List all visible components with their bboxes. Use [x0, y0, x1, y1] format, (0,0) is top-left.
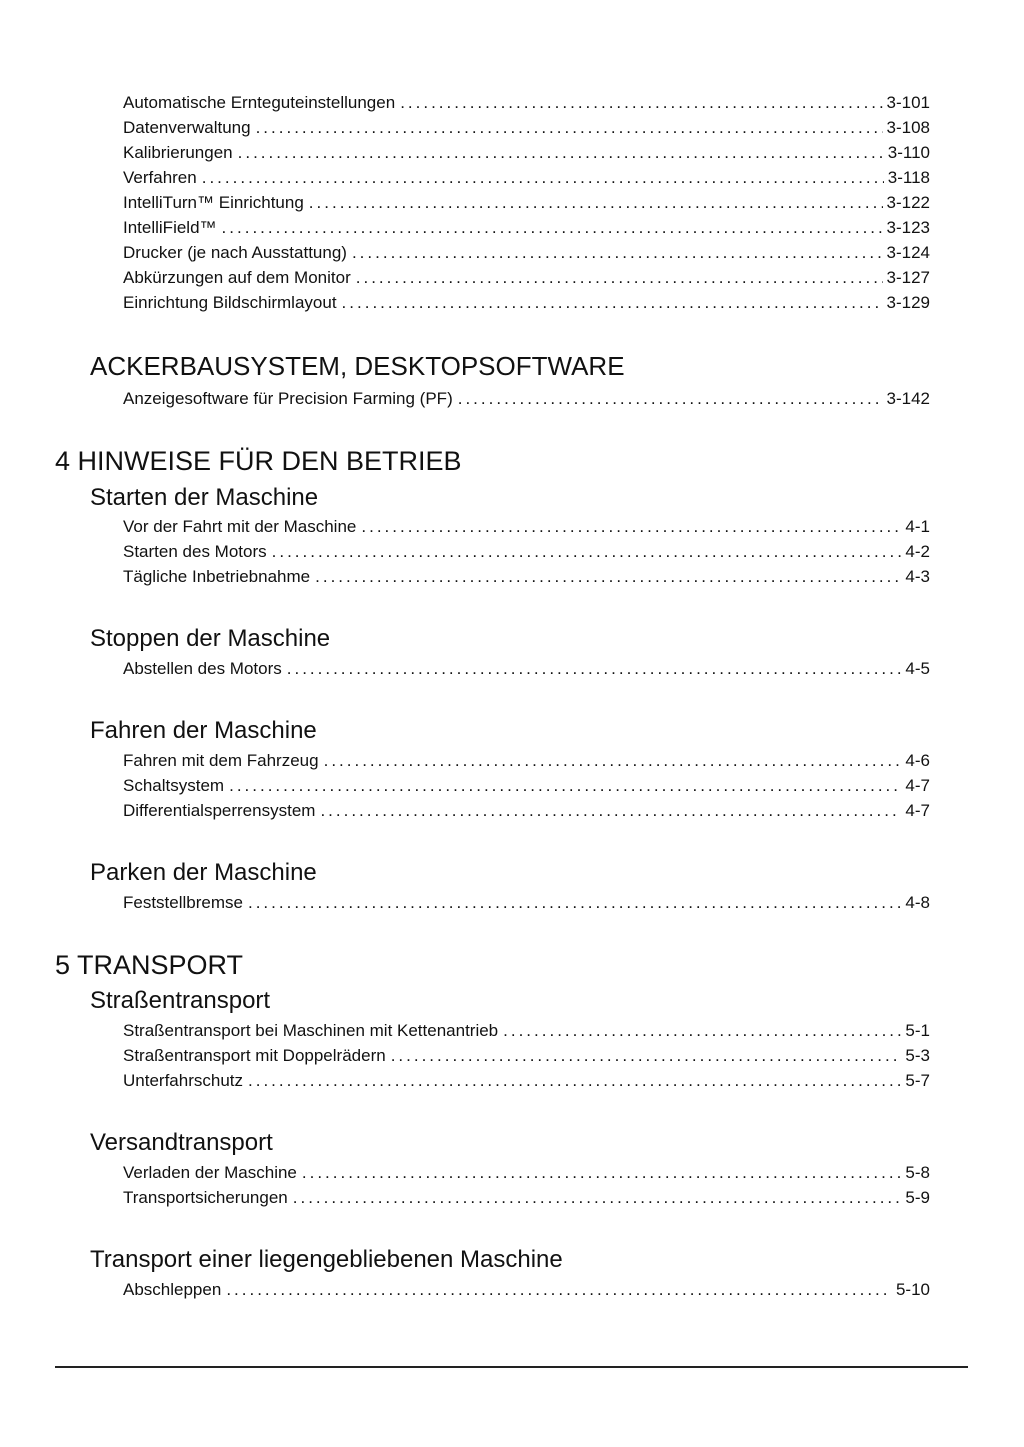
dot-leader — [309, 190, 883, 215]
toc-entry — [123, 240, 930, 265]
toc-entry — [123, 748, 930, 773]
toc-entry-page: 5-1 — [905, 1020, 930, 1040]
toc-entry-label: Abkürzungen auf dem Monitor — [123, 268, 351, 287]
toc-entry-label: Verfahren — [123, 168, 197, 187]
dot-leader — [458, 386, 883, 411]
toc-entry-page: 5-8 — [905, 1162, 930, 1182]
toc-entry-label: Kalibrierungen — [123, 143, 233, 162]
toc-entry-page: 5-9 — [905, 1187, 930, 1207]
toc-entry-label: Drucker (je nach Ausstattung) — [123, 243, 347, 262]
toc-entry-page: 5-7 — [905, 1070, 930, 1090]
dot-leader — [503, 1018, 901, 1043]
dot-leader — [293, 1185, 902, 1210]
toc-entry-label: Verladen der Maschine — [123, 1162, 297, 1182]
toc-entry-page: 3-108 — [886, 118, 930, 137]
toc-entry — [123, 1068, 930, 1093]
toc-entry-page: 4-8 — [905, 892, 930, 912]
dot-leader — [352, 240, 883, 265]
toc-entry — [123, 798, 930, 823]
toc-entry — [123, 215, 930, 240]
toc-entry-label: IntelliTurn™ Einrichtung — [123, 193, 304, 212]
toc-entry — [123, 115, 930, 140]
dot-leader — [324, 748, 902, 773]
toc-entry-page: 3-127 — [886, 268, 930, 287]
toc-entry-page: 3-142 — [886, 389, 930, 409]
toc-entry-label: IntelliField™ — [123, 218, 217, 237]
dot-leader — [361, 514, 901, 539]
toc-entry-page: 5-10 — [895, 1279, 930, 1299]
toc-entry-page: 4-5 — [905, 659, 930, 679]
toc-entry-page: 5-3 — [905, 1045, 930, 1065]
dot-leader — [222, 215, 883, 240]
toc-entry — [123, 564, 930, 589]
toc-entry-label: Einrichtung Bildschirmlayout — [123, 293, 337, 312]
toc-entry-label: Differentialsperrensystem — [123, 800, 316, 820]
toc-entry-page: 4-3 — [905, 567, 930, 587]
toc-entry-label: Abschleppen — [123, 1279, 222, 1299]
toc-entry-page: 4-1 — [905, 517, 930, 537]
toc-entry-page: 3-101 — [886, 93, 930, 112]
toc-entry-label: Tägliche Inbetriebnahme — [123, 567, 311, 587]
dot-leader — [229, 773, 901, 798]
dot-leader — [202, 165, 884, 190]
toc-entry — [123, 656, 930, 681]
toc-entry-page: 4-2 — [905, 542, 930, 562]
toc-entry-page: 4-7 — [905, 800, 930, 820]
dot-leader — [238, 140, 884, 165]
toc-entry-label: Starten des Motors — [123, 542, 267, 562]
toc-entry-page: 4-6 — [905, 750, 930, 770]
chapter-title: 4 HINWEISE FÜR DEN BETRIEB — [55, 446, 462, 477]
toc-entry — [123, 90, 930, 115]
toc-entry-page: 3-110 — [887, 143, 930, 162]
toc-entry — [123, 773, 930, 798]
dot-leader — [391, 1043, 902, 1068]
dot-leader — [287, 656, 902, 681]
toc-entry — [123, 140, 930, 165]
toc-entry-label: Transportsicherungen — [123, 1187, 288, 1207]
dot-leader — [400, 90, 882, 115]
group-title: Straßentransport — [90, 987, 271, 1015]
toc-entry-page: 3-123 — [886, 218, 930, 237]
dot-leader — [226, 1277, 892, 1302]
toc-entry — [123, 386, 930, 411]
toc-entry-label: Datenverwaltung — [123, 118, 251, 137]
dot-leader — [320, 798, 901, 823]
section-title: ACKERBAUSYSTEM, DESKTOPSOFTWARE — [90, 351, 625, 381]
toc-entry-label: Vor der Fahrt mit der Maschine — [123, 517, 357, 537]
toc-entry — [123, 1043, 930, 1068]
dot-leader — [342, 290, 883, 315]
toc-entry — [123, 539, 930, 564]
toc-entry-label: Straßentransport bei Maschinen mit Kettenantrieb — [123, 1020, 499, 1040]
toc-entry — [123, 290, 930, 315]
toc-entry — [123, 514, 930, 539]
toc-entry — [123, 1185, 930, 1210]
group-title: Fahren der Maschine — [90, 717, 317, 745]
toc-entry-label: Unterfahrschutz — [123, 1070, 243, 1090]
toc-entry-page: 3-118 — [887, 168, 930, 187]
toc-entry — [123, 190, 930, 215]
toc-entry-page: 3-129 — [886, 293, 930, 312]
group-title: Transport einer liegengebliebenen Maschine — [90, 1245, 563, 1273]
dot-leader — [356, 265, 883, 290]
toc-entry-page: 4-7 — [905, 775, 930, 795]
toc-entry-label: Schaltsystem — [123, 775, 225, 795]
dot-leader — [302, 1160, 902, 1185]
dot-leader — [248, 1068, 901, 1093]
toc-entry-label: Feststellbremse — [123, 892, 243, 912]
toc-entry — [123, 165, 930, 190]
toc-entry-page: 3-124 — [886, 243, 930, 262]
group-title: Starten der Maschine — [90, 483, 319, 511]
group-title: Versandtransport — [90, 1128, 273, 1156]
toc-entry-page: 3-122 — [886, 193, 930, 212]
dot-leader — [256, 115, 883, 140]
group-title: Parken der Maschine — [90, 858, 317, 886]
dot-leader — [272, 539, 902, 564]
toc-entry — [123, 1160, 930, 1185]
chapter-title: 5 TRANSPORT — [55, 949, 244, 980]
toc-entry — [123, 265, 930, 290]
toc-entry-label: Fahren mit dem Fahrzeug — [123, 750, 319, 770]
toc-entry-label: Abstellen des Motors — [123, 659, 282, 679]
toc-entry-label: Anzeigesoftware für Precision Farming (PF) — [123, 389, 453, 409]
footer-rule — [55, 1366, 968, 1368]
dot-leader — [248, 890, 901, 915]
toc-entry — [123, 1018, 930, 1043]
toc-entry — [123, 890, 930, 915]
dot-leader — [315, 564, 901, 589]
group-title: Stoppen der Maschine — [90, 625, 331, 653]
toc-entry-label: Automatische Ernteguteinstellungen — [123, 93, 396, 112]
toc-entry — [123, 1277, 930, 1302]
toc-entry-label: Straßentransport mit Doppelrädern — [123, 1045, 386, 1065]
